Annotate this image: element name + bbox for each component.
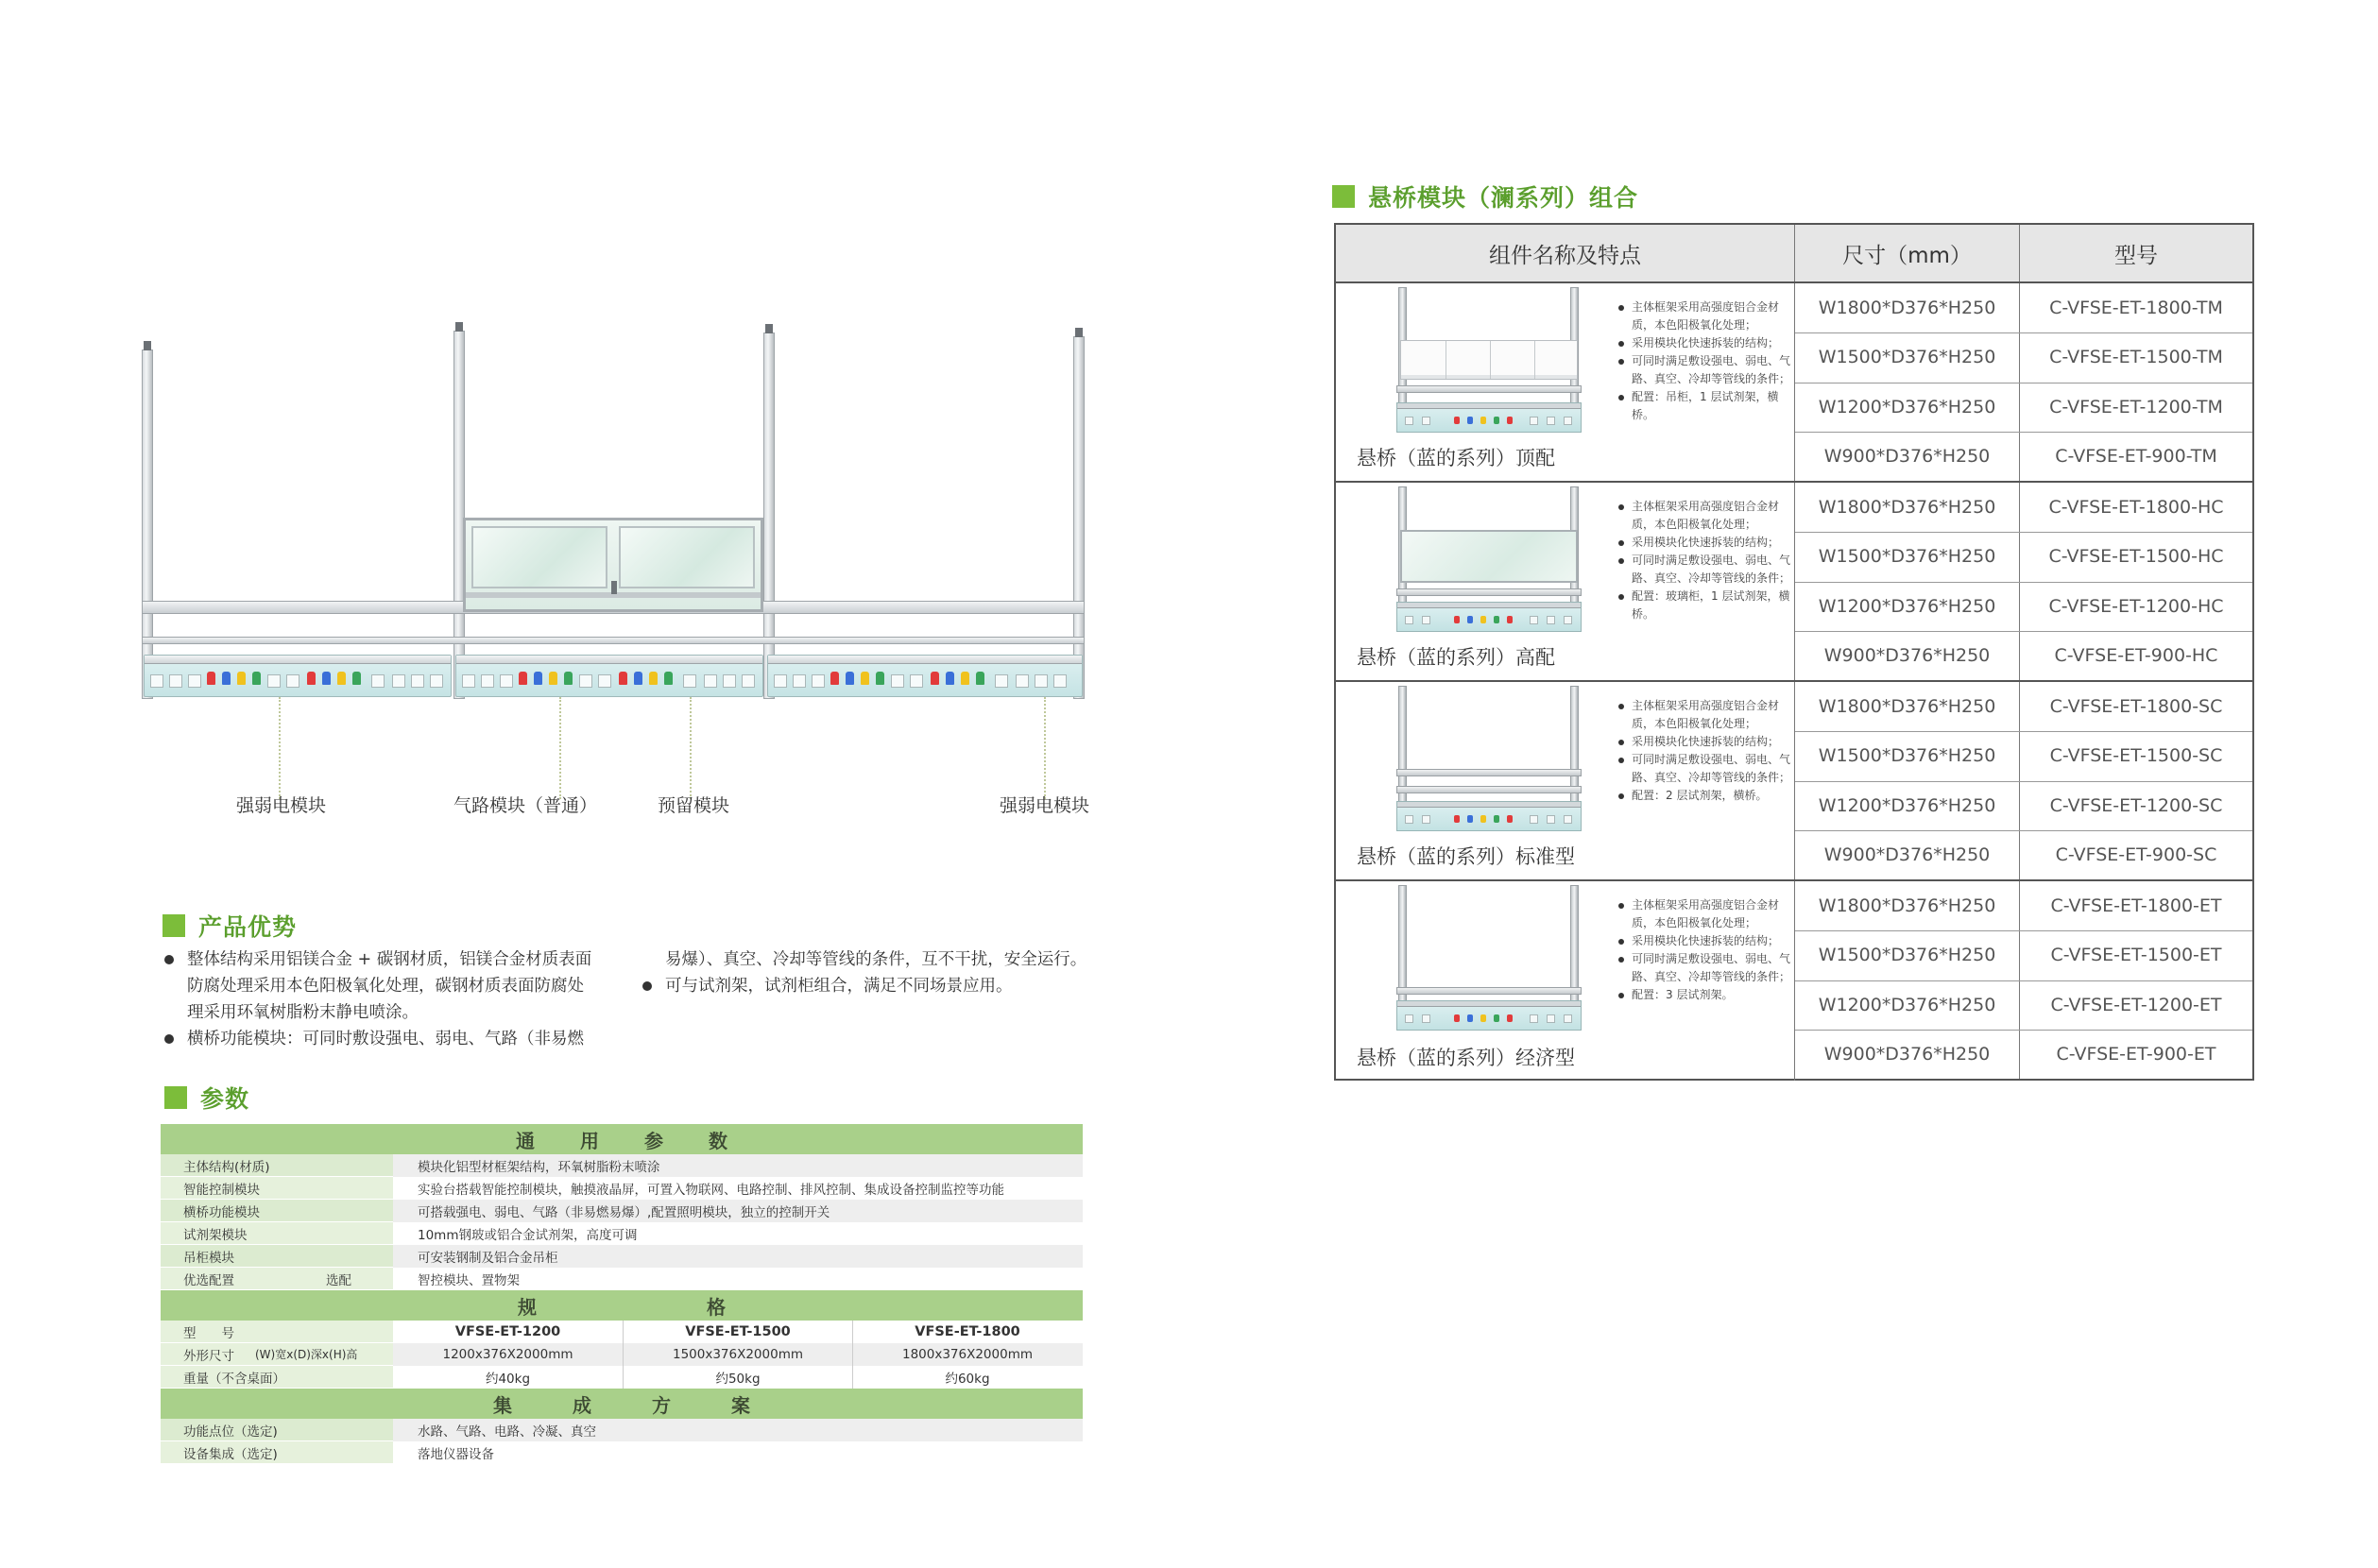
gas-valve-icon: [352, 672, 361, 685]
integration-band: 集成方案: [161, 1389, 1083, 1419]
size-cell: W900*D376*H250: [1795, 830, 2020, 879]
model-cell: C-VFSE-ET-1200-HC: [2048, 595, 2224, 617]
socket-icon: [742, 674, 755, 688]
model-cell: C-VFSE-ET-1800-ET: [2050, 895, 2222, 917]
params-heading: 参数: [164, 1081, 249, 1115]
gas-valve-icon: [222, 672, 231, 685]
section-marker-icon: [163, 914, 185, 937]
socket-icon: [1053, 674, 1067, 688]
row-divider: [1795, 332, 2252, 333]
table-header: [1336, 225, 2252, 283]
socket-icon: [598, 674, 611, 688]
feature-item: 可同时满足敷设强电、弱电、气路、真空、冷却等管线的条件；: [1615, 950, 1790, 986]
model-cell: C-VFSE-ET-1500-HC: [2048, 546, 2224, 568]
label-reserved-module: 预留模块: [658, 795, 730, 816]
socket-icon: [150, 674, 163, 688]
feature-item: 配置：2 层试剂架，横桥。: [1615, 787, 1790, 805]
size-cell: W900*D376*H250: [1795, 631, 2020, 680]
size-cell: W1500*D376*H250: [1795, 731, 2020, 780]
group-features: [1615, 298, 1790, 424]
frame-post: [1073, 336, 1085, 699]
params-table: [161, 1124, 1083, 1464]
combo-heading: 悬桥模块（澜系列）组合: [1332, 179, 1638, 213]
socket-icon: [774, 674, 787, 688]
leader-line: [279, 697, 281, 799]
label-power-module: 强弱电模块: [236, 795, 327, 816]
feature-item: 采用模块化快速拆装的结构；: [1615, 733, 1790, 751]
gas-valve-icon: [237, 672, 246, 685]
model-cell: C-VFSE-ET-900-SC: [2055, 844, 2217, 865]
socket-icon: [891, 674, 904, 688]
socket-icon: [188, 674, 201, 688]
gas-valve-icon: [876, 672, 884, 685]
row-divider: [1795, 631, 2252, 632]
model-cell: C-VFSE-ET-1200-SC: [2049, 794, 2223, 816]
model-cell: C-VFSE-ET-1800-TM: [2049, 298, 2223, 319]
combo-group: [1336, 682, 2252, 881]
model-cell: C-VFSE-ET-1500-ET: [2050, 945, 2222, 966]
gas-valve-icon: [337, 672, 346, 685]
gas-valve-icon: [976, 672, 984, 685]
table-row: 试剂架模块 10mm钢玻或铝合金试剂架，高度可调: [161, 1222, 1083, 1245]
socket-icon: [579, 674, 592, 688]
product-thumbnail: [1394, 885, 1583, 1036]
row-divider: [1795, 781, 2252, 782]
size-cell: W1200*D376*H250: [1795, 582, 2020, 631]
socket-icon: [430, 674, 443, 688]
feature-item: 采用模块化快速拆装的结构；: [1615, 534, 1790, 552]
socket-icon: [723, 674, 736, 688]
gas-valve-icon: [861, 672, 869, 685]
table-row: 智能控制模块 实验台搭载智能控制模块，触摸液晶屏，可置入物联网、电路控制、排风控制、集成设备控制监控等功能: [161, 1177, 1083, 1200]
combo-table: [1334, 223, 2254, 1081]
model-cell: C-VFSE-ET-1200-TM: [2049, 396, 2223, 418]
table-row: 优选配置 选配 智控模块、置物架: [161, 1268, 1083, 1290]
group-features: [1615, 896, 1790, 1004]
combo-group: [1336, 881, 2252, 1081]
model-cell: C-VFSE-ET-900-ET: [2056, 1043, 2216, 1065]
size-cell: W1800*D376*H250: [1795, 881, 2020, 930]
size-cell: W1500*D376*H250: [1795, 332, 2020, 382]
size-cell: W1200*D376*H250: [1795, 383, 2020, 432]
gas-valve-icon: [830, 672, 839, 685]
spec-band: 规格: [161, 1290, 1083, 1321]
socket-icon: [481, 674, 494, 688]
combo-group: [1336, 483, 2252, 682]
advantage-item: 整体结构采用铝镁合金 + 碳钢材质，铝镁合金材质表面 防腐处理采用本色阳极氧化处理，碳钢材质表面防腐处 理采用环氧树脂粉末静电喷涂。: [163, 946, 635, 1026]
size-cell: W1500*D376*H250: [1795, 930, 2020, 980]
gas-valve-icon: [549, 672, 557, 685]
feature-item: 配置：3 层试剂架。: [1615, 986, 1790, 1004]
gas-valve-icon: [846, 672, 854, 685]
model-cell: C-VFSE-ET-900-TM: [2055, 445, 2217, 467]
socket-icon: [371, 674, 385, 688]
table-row: 主体结构(材质) 模块化铝型材框架结构，环氧树脂粉末喷涂: [161, 1154, 1083, 1177]
feature-item: 主体框架采用高强度铝合金材质，本色阳极氧化处理；: [1615, 298, 1790, 334]
gas-valve-icon: [307, 672, 316, 685]
model-cell: C-VFSE-ET-1500-SC: [2049, 745, 2223, 767]
service-tray: [455, 655, 763, 697]
feature-item: 可同时满足敷设强电、弱电、气路、真空、冷却等管线的条件；: [1615, 352, 1790, 388]
size-cell: W900*D376*H250: [1795, 1030, 2020, 1079]
socket-icon: [704, 674, 717, 688]
feature-item: 主体框架采用高强度铝合金材质，本色阳极氧化处理；: [1615, 697, 1790, 733]
row-divider: [1795, 582, 2252, 583]
product-thumbnail: [1394, 486, 1583, 638]
advantages-heading: 产品优势: [163, 909, 297, 943]
table-row: 外形尺寸 (W)宽x(D)深x(H)高 1200x376X2000mm 1500x376X2000mm 1800x376X2000mm: [161, 1343, 1083, 1366]
section-marker-icon: [1332, 185, 1355, 208]
gas-valve-icon: [519, 672, 527, 685]
socket-icon: [267, 674, 281, 688]
socket-icon: [500, 674, 513, 688]
gas-valve-icon: [664, 672, 673, 685]
group-name: 悬桥（蓝的系列）经济型: [1357, 1047, 1575, 1069]
leader-line: [1044, 697, 1046, 799]
size-cell: W1800*D376*H250: [1795, 682, 2020, 731]
group-name: 悬桥（蓝的系列）标准型: [1357, 845, 1575, 868]
product-illustration: [132, 312, 1115, 831]
socket-icon: [995, 674, 1008, 688]
feature-item: 配置：吊柜，1 层试剂架，横桥。: [1615, 388, 1790, 424]
size-cell: W1200*D376*H250: [1795, 781, 2020, 830]
frame-post: [142, 349, 153, 699]
model-cell: C-VFSE-ET-1800-HC: [2048, 497, 2224, 519]
advantages-col-1: [163, 946, 635, 1052]
socket-icon: [462, 674, 475, 688]
socket-icon: [392, 674, 405, 688]
advantages-col-2: [641, 946, 1103, 999]
row-divider: [1795, 731, 2252, 732]
group-info-cell: [1336, 283, 1795, 481]
model-cell: C-VFSE-ET-1800-SC: [2049, 696, 2223, 718]
socket-icon: [411, 674, 424, 688]
service-tray: [144, 655, 452, 697]
service-tray: [767, 655, 1083, 697]
header-model: 型号: [2114, 243, 2158, 268]
group-name: 悬桥（蓝的系列）高配: [1357, 646, 1555, 669]
row-divider: [1795, 980, 2252, 981]
size-cell: W1200*D376*H250: [1795, 980, 2020, 1030]
socket-icon: [286, 674, 299, 688]
leader-line: [690, 697, 692, 799]
group-info-cell: [1336, 682, 1795, 879]
gas-valve-icon: [252, 672, 261, 685]
socket-icon: [169, 674, 182, 688]
row-divider: [1795, 930, 2252, 931]
feature-item: 配置：玻璃柜，1 层试剂架，横桥。: [1615, 588, 1790, 623]
row-divider: [1795, 532, 2252, 533]
group-info-cell: [1336, 881, 1795, 1081]
combo-group: [1336, 283, 2252, 483]
glass-cabinet: [463, 518, 763, 612]
advantage-continued: 易爆）、真空、冷却等管线的条件，互不干扰，安全运行。: [665, 950, 1087, 969]
lower-rail: [142, 637, 1085, 644]
gas-valve-icon: [634, 672, 642, 685]
table-row: 横桥功能模块 可搭载强电、弱电、气路（非易燃易爆）,配置照明模块，独立的控制开关: [161, 1200, 1083, 1222]
model-cell: C-VFSE-ET-1200-ET: [2050, 994, 2222, 1015]
socket-icon: [812, 674, 825, 688]
socket-icon: [683, 674, 696, 688]
advantage-item: 可与试剂架，试剂柜组合，满足不同场景应用。: [641, 973, 1103, 999]
socket-icon: [1016, 674, 1029, 688]
table-row: 重量（不含桌面） 约40kg 约50kg 约60kg: [161, 1366, 1083, 1389]
label-power-module: 强弱电模块: [1000, 795, 1090, 816]
group-features: [1615, 697, 1790, 805]
feature-item: 采用模块化快速拆装的结构；: [1615, 334, 1790, 352]
group-name: 悬桥（蓝的系列）顶配: [1357, 447, 1555, 469]
row-divider: [1795, 1030, 2252, 1031]
gas-valve-icon: [564, 672, 573, 685]
socket-icon: [793, 674, 806, 688]
header-name: 组件名称及特点: [1336, 225, 1795, 281]
gas-valve-icon: [207, 672, 215, 685]
model-cell: C-VFSE-ET-900-HC: [2054, 644, 2218, 666]
gas-valve-icon: [931, 672, 939, 685]
row-divider: [1795, 432, 2252, 433]
feature-item: 主体框架采用高强度铝合金材质，本色阳极氧化处理；: [1615, 896, 1790, 932]
feature-item: 采用模块化快速拆装的结构；: [1615, 932, 1790, 950]
feature-item: 可同时满足敷设强电、弱电、气路、真空、冷却等管线的条件；: [1615, 751, 1790, 787]
section-marker-icon: [164, 1086, 187, 1109]
size-cell: W900*D376*H250: [1795, 432, 2020, 481]
feature-item: 主体框架采用高强度铝合金材质，本色阳极氧化处理；: [1615, 498, 1790, 534]
group-info-cell: [1336, 483, 1795, 680]
table-row: 功能点位（选定) 水路、气路、电路、冷凝、真空: [161, 1419, 1083, 1441]
gas-valve-icon: [619, 672, 627, 685]
socket-icon: [910, 674, 923, 688]
table-row: 吊柜模块 可安装钢制及铝合金吊柜: [161, 1245, 1083, 1268]
gas-valve-icon: [946, 672, 954, 685]
header-size: 尺寸（mm）: [1795, 225, 2020, 281]
product-thumbnail: [1394, 287, 1583, 438]
size-cell: W1500*D376*H250: [1795, 532, 2020, 581]
table-row: 型 号 VFSE-ET-1200 VFSE-ET-1500 VFSE-ET-1800: [161, 1321, 1083, 1343]
gas-valve-icon: [649, 672, 658, 685]
size-cell: W1800*D376*H250: [1795, 483, 2020, 532]
advantage-item: 横桥功能模块：可同时敷设强电、弱电、气路（非易燃: [163, 1026, 635, 1052]
product-thumbnail: [1394, 686, 1583, 837]
label-gas-module: 气路模块（普通）: [453, 795, 598, 816]
gas-valve-icon: [322, 672, 331, 685]
row-divider: [1795, 830, 2252, 831]
socket-icon: [1035, 674, 1048, 688]
group-features: [1615, 498, 1790, 623]
gas-valve-icon: [534, 672, 542, 685]
size-cell: W1800*D376*H250: [1795, 283, 2020, 332]
gas-valve-icon: [961, 672, 969, 685]
model-cell: C-VFSE-ET-1500-TM: [2049, 347, 2223, 368]
table-row: 设备集成（选定) 落地仪器设备: [161, 1441, 1083, 1464]
leader-line: [559, 697, 561, 799]
feature-item: 可同时满足敷设强电、弱电、气路、真空、冷却等管线的条件；: [1615, 552, 1790, 588]
general-params-band: 通用参数: [161, 1124, 1083, 1154]
